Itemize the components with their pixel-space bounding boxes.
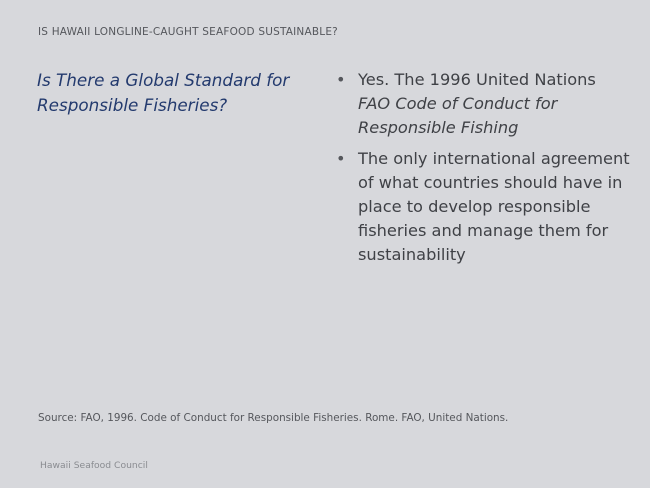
footer-organization: Hawaii Seafood Council [40, 460, 148, 471]
bullet-text: The only international agreement of what countries should have in place to develop responsible fisheries and manage them for sustainability [358, 149, 630, 264]
slide-title: Is There a Global Standard for Responsible Fisheries? [37, 70, 290, 115]
slide-header: IS HAWAII LONGLINE-CAUGHT SEAFOOD SUSTAINABLE? [38, 26, 338, 38]
bullet-list [336, 68, 636, 274]
bullet-dot-icon: • [336, 149, 346, 168]
bullet-dot-icon: • [336, 70, 346, 89]
bullet-emphasis: FAO Code of Conduct for Responsible Fishing [358, 94, 558, 137]
bullet-item-1 [336, 68, 636, 140]
bullet-text: Yes. The 1996 United Nations [358, 70, 596, 89]
bullet-item-2 [336, 147, 636, 267]
source-citation: Source: FAO, 1996. Code of Conduct for Responsible Fisheries. Rome. FAO, United Nations. [38, 412, 509, 424]
